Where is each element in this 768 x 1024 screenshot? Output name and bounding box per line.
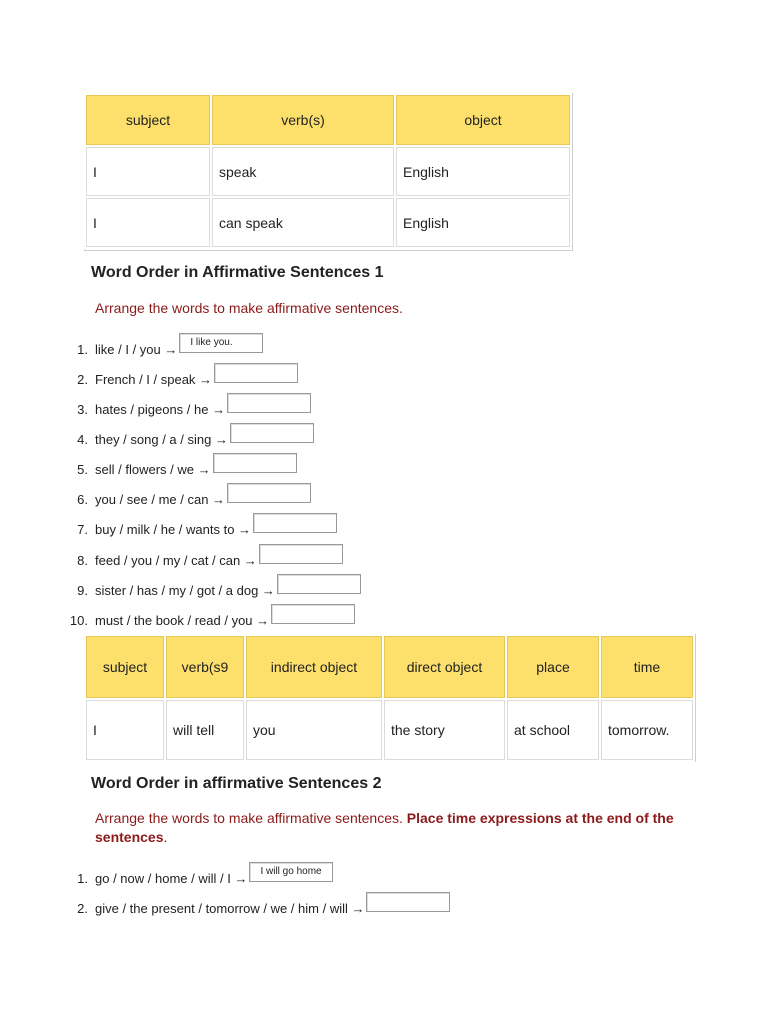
exercise-number: 8. [77, 553, 88, 568]
exercise-number: 2. [77, 372, 88, 387]
table1-cell: English [396, 147, 570, 196]
table2-cell: at school [507, 700, 599, 760]
exercise-number: 5. [77, 462, 88, 477]
exercise-words: must / the book / read / you → [95, 613, 270, 628]
table2-cell: the story [384, 700, 505, 760]
exercise-number: 1. [77, 871, 88, 886]
answer-field[interactable] [366, 892, 450, 912]
answer-field[interactable] [227, 393, 311, 413]
table2-header-time: time [601, 636, 693, 698]
exercise-number: 4. [77, 432, 88, 447]
table1-header-verbs: verb(s) [212, 95, 394, 145]
exercise-number: 7. [77, 522, 88, 537]
section1-instruction: Arrange the words to make affirmative sentences. [95, 300, 403, 316]
exercise-words: give / the present / tomorrow / we / him / will → [95, 901, 365, 916]
instruction-text: Arrange the words to make affirmative sentences. [95, 810, 403, 826]
answer-field[interactable] [214, 363, 298, 383]
sentence-structure-table-2 [84, 634, 695, 762]
answer-field[interactable] [227, 483, 311, 503]
exercise-number: 9. [77, 583, 88, 598]
answer-field[interactable] [277, 574, 361, 594]
table2-header-subject: subject [86, 636, 164, 698]
exercise-number: 1. [77, 342, 88, 357]
table1-cell: I [86, 147, 210, 196]
table1-cell: speak [212, 147, 394, 196]
exercise-words: they / song / a / sing → [95, 432, 228, 447]
section1-title: Word Order in Affirmative Sentences 1 [91, 264, 384, 281]
exercise-number: 6. [77, 492, 88, 507]
exercise-words: feed / you / my / cat / can → [95, 553, 257, 568]
table1-cell: can speak [212, 198, 394, 247]
exercise-number: 10. [69, 613, 88, 628]
section2-title: Word Order in affirmative Sentences 2 [91, 775, 382, 792]
answer-field[interactable] [253, 513, 337, 533]
answer-field[interactable] [259, 544, 343, 564]
table2-cell: will tell [166, 700, 244, 760]
sentence-structure-table-1 [84, 93, 572, 249]
table2-header-direct-object: direct object [384, 636, 505, 698]
section2-instruction [95, 809, 685, 847]
answer-field[interactable] [230, 423, 314, 443]
exercise-words: buy / milk / he / wants to → [95, 522, 252, 537]
table1-header-object: object [396, 95, 570, 145]
answer-field[interactable]: I like you. [179, 333, 263, 353]
exercise-words: sell / flowers / we → [95, 462, 211, 477]
exercise-words: you / see / me / can → [95, 492, 226, 507]
table2-cell: you [246, 700, 382, 760]
table1-cell: I [86, 198, 210, 247]
exercise-words: sister / has / my / got / a dog → [95, 583, 275, 598]
exercise-words: French / I / speak → [95, 372, 213, 387]
exercise-number: 3. [77, 402, 88, 417]
table1-cell: English [396, 198, 570, 247]
exercise-words: go / now / home / will / I → [95, 871, 248, 886]
table1-header-subject: subject [86, 95, 210, 145]
answer-field[interactable] [213, 453, 297, 473]
exercise-words: hates / pigeons / he → [95, 402, 226, 417]
exercise-words: like / I / you → [95, 342, 178, 357]
answer-field[interactable]: I will go home [249, 862, 333, 882]
exercise-number: 2. [77, 901, 88, 916]
table2-cell: tomorrow. [601, 700, 693, 760]
table2-header-place: place [507, 636, 599, 698]
table2-cell: I [86, 700, 164, 760]
table2-header-indirect-object: indirect object [246, 636, 382, 698]
instruction-emphasis: Place time expressions at the end of the sentences [95, 810, 674, 845]
answer-field[interactable] [271, 604, 355, 624]
table2-header-verbs: verb(s9 [166, 636, 244, 698]
instruction-end: . [163, 829, 168, 845]
